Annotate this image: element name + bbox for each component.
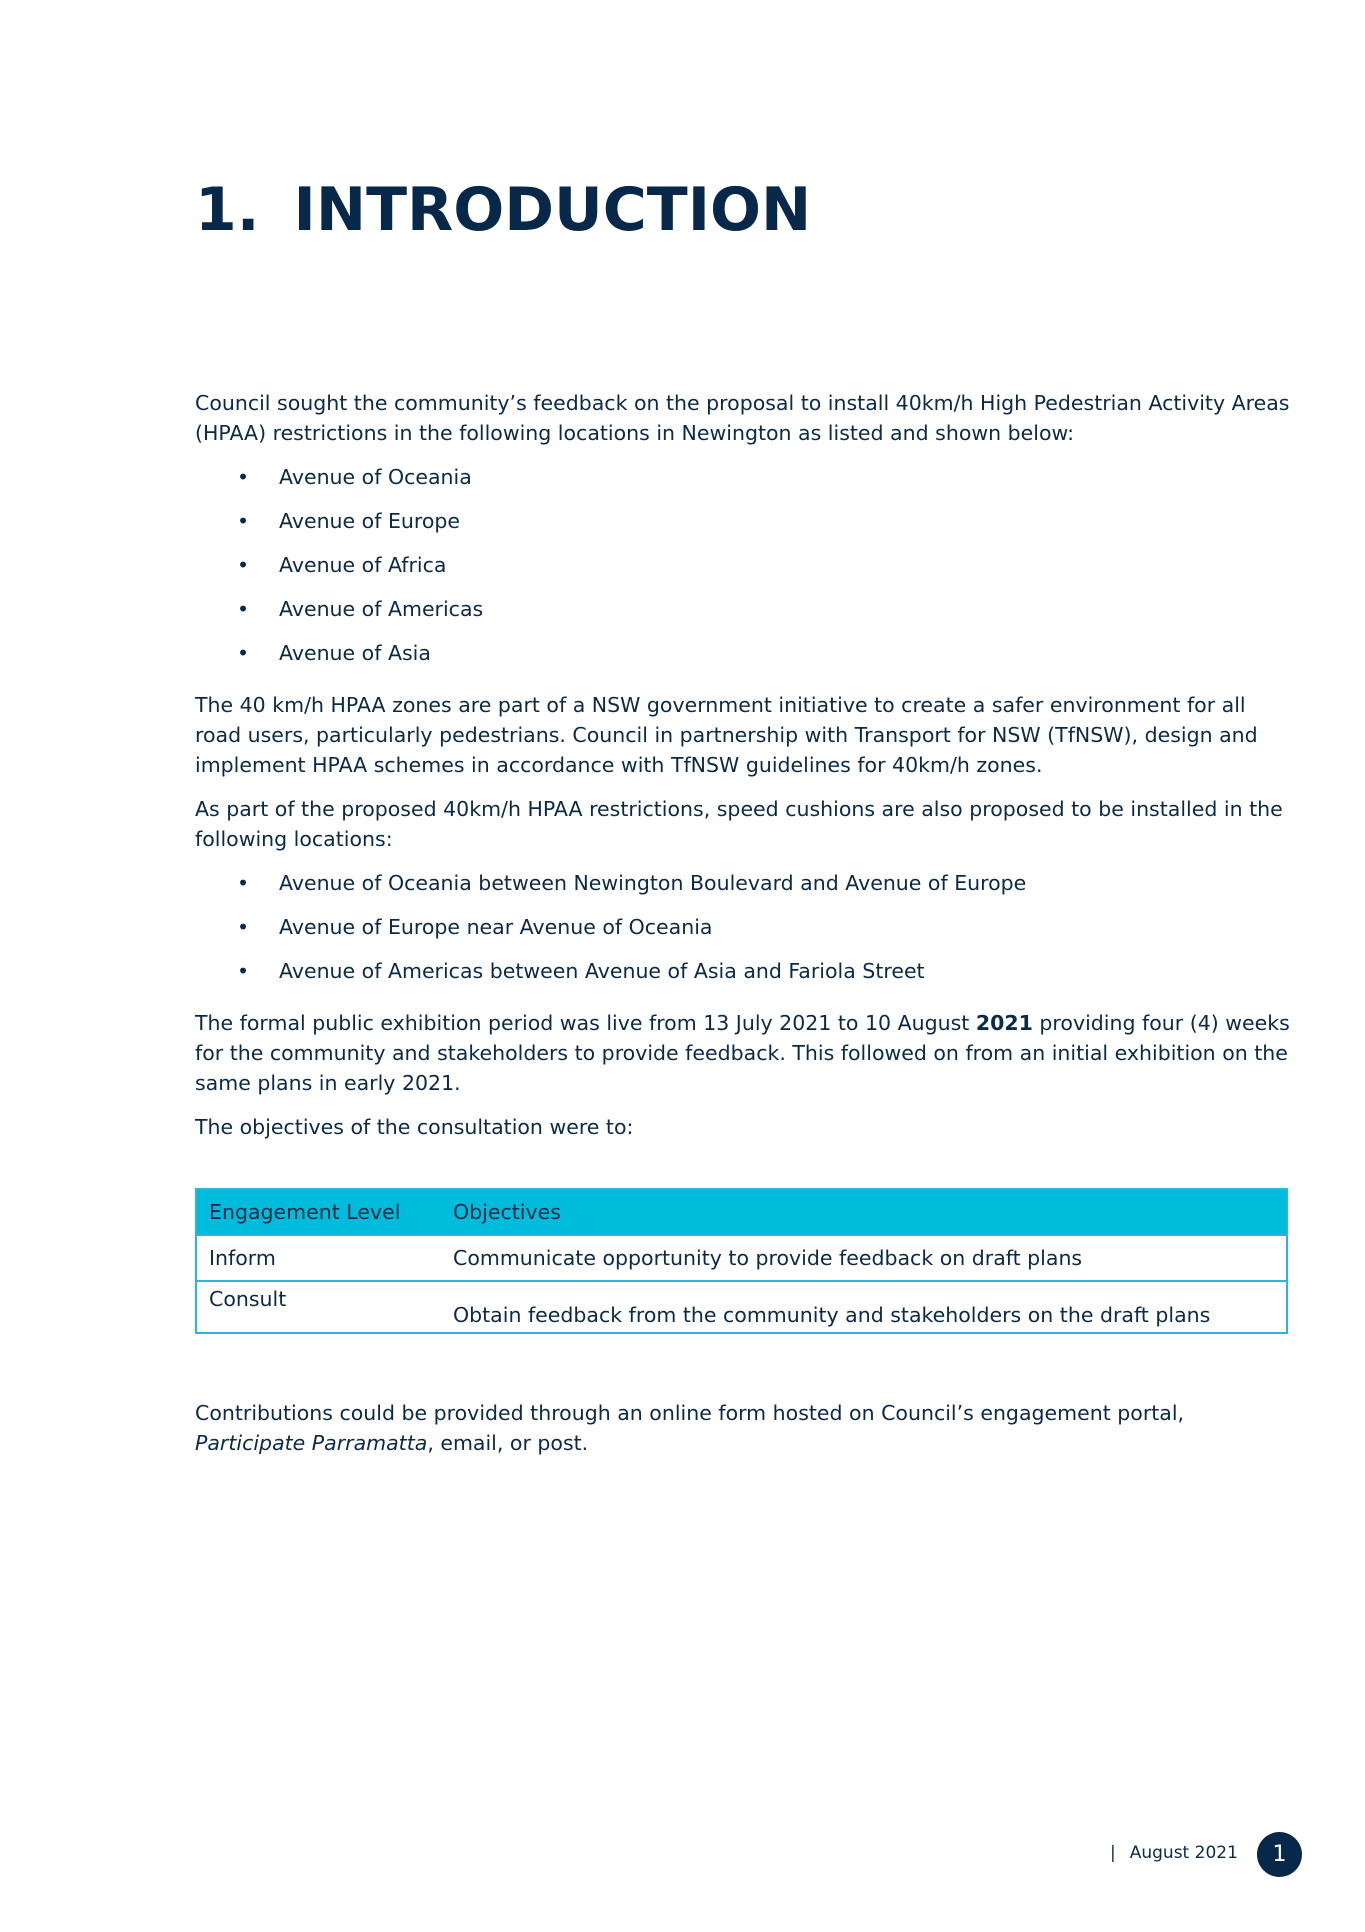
cushion-location-list	[195, 868, 1290, 996]
footer-date: | August 2021	[1110, 1843, 1238, 1863]
contributions-paragraph: Contributions could be provided through an online form hosted on Council’s engagement portal, Participate Parramatta, email, or post.	[195, 1401, 1185, 1455]
body-content	[195, 388, 1290, 1472]
table-row	[196, 1235, 1287, 1281]
bullet-icon: •	[237, 959, 250, 983]
column-header: Objectives	[441, 1189, 1287, 1235]
list-item: • Avenue of Oceania	[195, 462, 1290, 506]
table-header-row	[196, 1189, 1287, 1235]
bullet-icon: •	[237, 597, 250, 621]
page-number-badge: 1	[1257, 1832, 1302, 1877]
location-list	[195, 462, 1290, 678]
section-title: INTRODUCTION	[293, 175, 812, 245]
bullet-icon: •	[237, 553, 250, 577]
table-cell: Consult	[196, 1281, 441, 1333]
list-item: • Avenue of Asia	[195, 638, 1290, 678]
objectives-intro: The objectives of the consultation were to:	[195, 1115, 634, 1139]
table-cell: Obtain feedback from the community and stakeholders on the draft plans	[441, 1281, 1287, 1333]
portal-name: Participate Parramatta	[195, 1431, 428, 1455]
list-item: • Avenue of Europe	[195, 506, 1290, 550]
bullet-icon: •	[237, 509, 250, 533]
list-item: • Avenue of Africa	[195, 550, 1290, 594]
objectives-table	[195, 1188, 1288, 1334]
cushions-paragraph: As part of the proposed 40km/h HPAA restrictions, speed cushions are also proposed to be installed in the following locations:	[195, 797, 1283, 851]
intro-paragraph: Council sought the community’s feedback on the proposal to install 40km/h High Pedestrian Activity Areas (HPAA) restrictions in the following locations in Newington as listed and shown below:	[195, 391, 1290, 445]
bullet-icon: •	[237, 915, 250, 939]
list-item: • Avenue of Oceania between Newington Boulevard and Avenue of Europe	[195, 868, 1290, 912]
list-item: • Avenue of Europe near Avenue of Oceania	[195, 912, 1290, 956]
table-row	[196, 1281, 1287, 1333]
list-item: • Avenue of Americas	[195, 594, 1290, 638]
hpaa-paragraph: The 40 km/h HPAA zones are part of a NSW government initiative to create a safer environment for all road users, particularly pedestrians. Council in partnership with Transport for NSW (TfNSW), design and implement HPAA schemes in accordance with TfNSW guidelines for 40km/h zones.	[195, 693, 1258, 777]
bullet-icon: •	[237, 465, 250, 489]
section-number: 1.	[195, 175, 260, 245]
page-title	[195, 175, 811, 245]
table-cell: Communicate opportunity to provide feedback on draft plans	[441, 1235, 1287, 1281]
bullet-icon: •	[237, 871, 250, 895]
column-header: Engagement Level	[196, 1189, 441, 1235]
table-cell: Inform	[196, 1235, 441, 1281]
list-item: • Avenue of Americas between Avenue of Asia and Fariola Street	[195, 956, 1290, 996]
bullet-icon: •	[237, 641, 250, 665]
exhibition-paragraph: The formal public exhibition period was live from 13 July 2021 to 10 August 2021 providing four (4) weeks for the community and stakeholders to provide feedback. This followed on from an initial exhibition on the same plans in early 2021.	[195, 1011, 1290, 1095]
footer-separator: |	[1110, 1843, 1116, 1863]
